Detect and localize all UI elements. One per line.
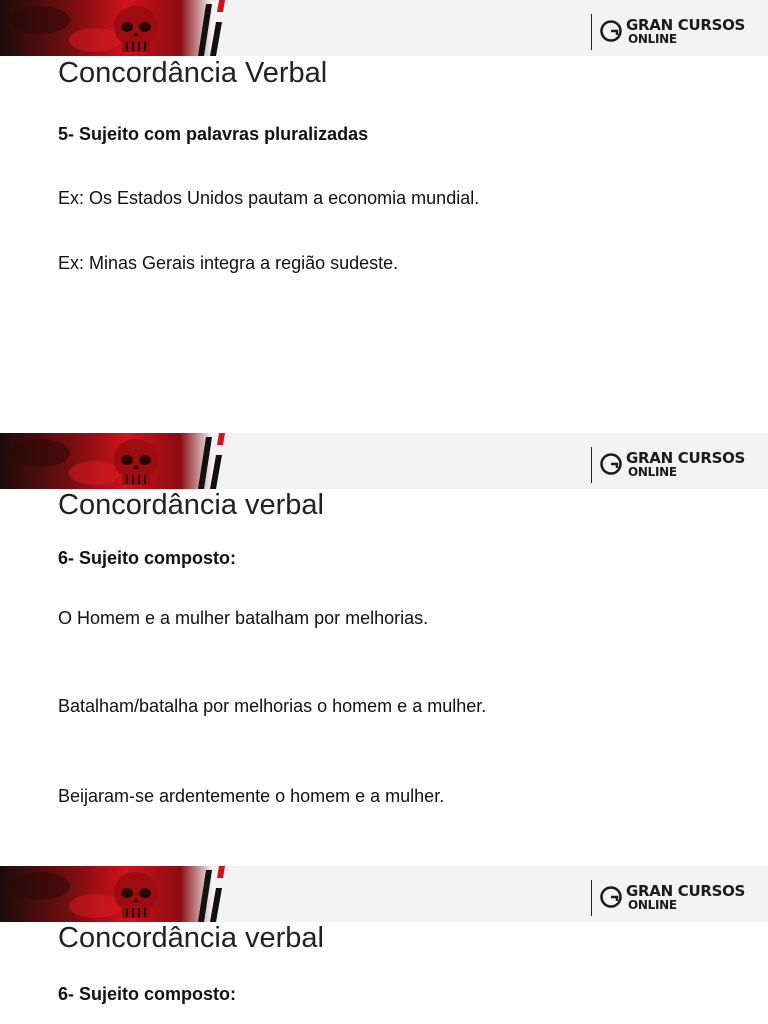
logo-text-line2: ONLINE — [628, 32, 677, 46]
slide-heading: 5- Sujeito com palavras pluralizadas — [58, 124, 369, 144]
gran-g-icon — [600, 886, 622, 908]
slide-text-line: Ex: Minas Gerais integra a região sudeste. — [58, 253, 399, 273]
slide-banner — [0, 0, 768, 56]
logo-divider — [591, 447, 592, 483]
slide-heading: 6- Sujeito composto: — [58, 548, 237, 568]
gran-cursos-logo — [590, 880, 760, 914]
gran-g-icon — [600, 453, 622, 475]
gran-cursos-logo — [590, 447, 760, 481]
slide-banner — [0, 433, 768, 489]
gran-g-icon — [600, 20, 622, 42]
slide-title: Concordância verbal — [58, 922, 324, 954]
slide-title: Concordância Verbal — [58, 57, 328, 89]
gran-cursos-logo — [590, 14, 760, 48]
slide-text-line: O Homem e a mulher batalham por melhorias. — [58, 608, 429, 628]
logo-text-line1: GRAN CURSOS — [626, 882, 746, 900]
logo-text-line1: GRAN CURSOS — [626, 449, 746, 467]
logo-text-line2: ONLINE — [628, 898, 677, 912]
logo-text-line2: ONLINE — [628, 465, 677, 479]
logo-divider — [591, 880, 592, 916]
slide-heading: 6- Sujeito composto: — [58, 984, 237, 1004]
skull-banner-art — [0, 433, 230, 489]
slide-text-line: Ex: Os Estados Unidos pautam a economia mundial. — [58, 188, 480, 208]
slide-text-line: Beijaram-se ardentemente o homem e a mulher. — [58, 786, 445, 806]
skull-banner-art — [0, 0, 230, 56]
logo-divider — [591, 14, 592, 50]
slide-banner — [0, 866, 768, 922]
skull-banner-art — [0, 866, 230, 922]
slide-text-line: Batalham/batalha por melhorias o homem e a mulher. — [58, 696, 487, 716]
slide-title: Concordância verbal — [58, 489, 324, 521]
logo-text-line1: GRAN CURSOS — [626, 16, 746, 34]
